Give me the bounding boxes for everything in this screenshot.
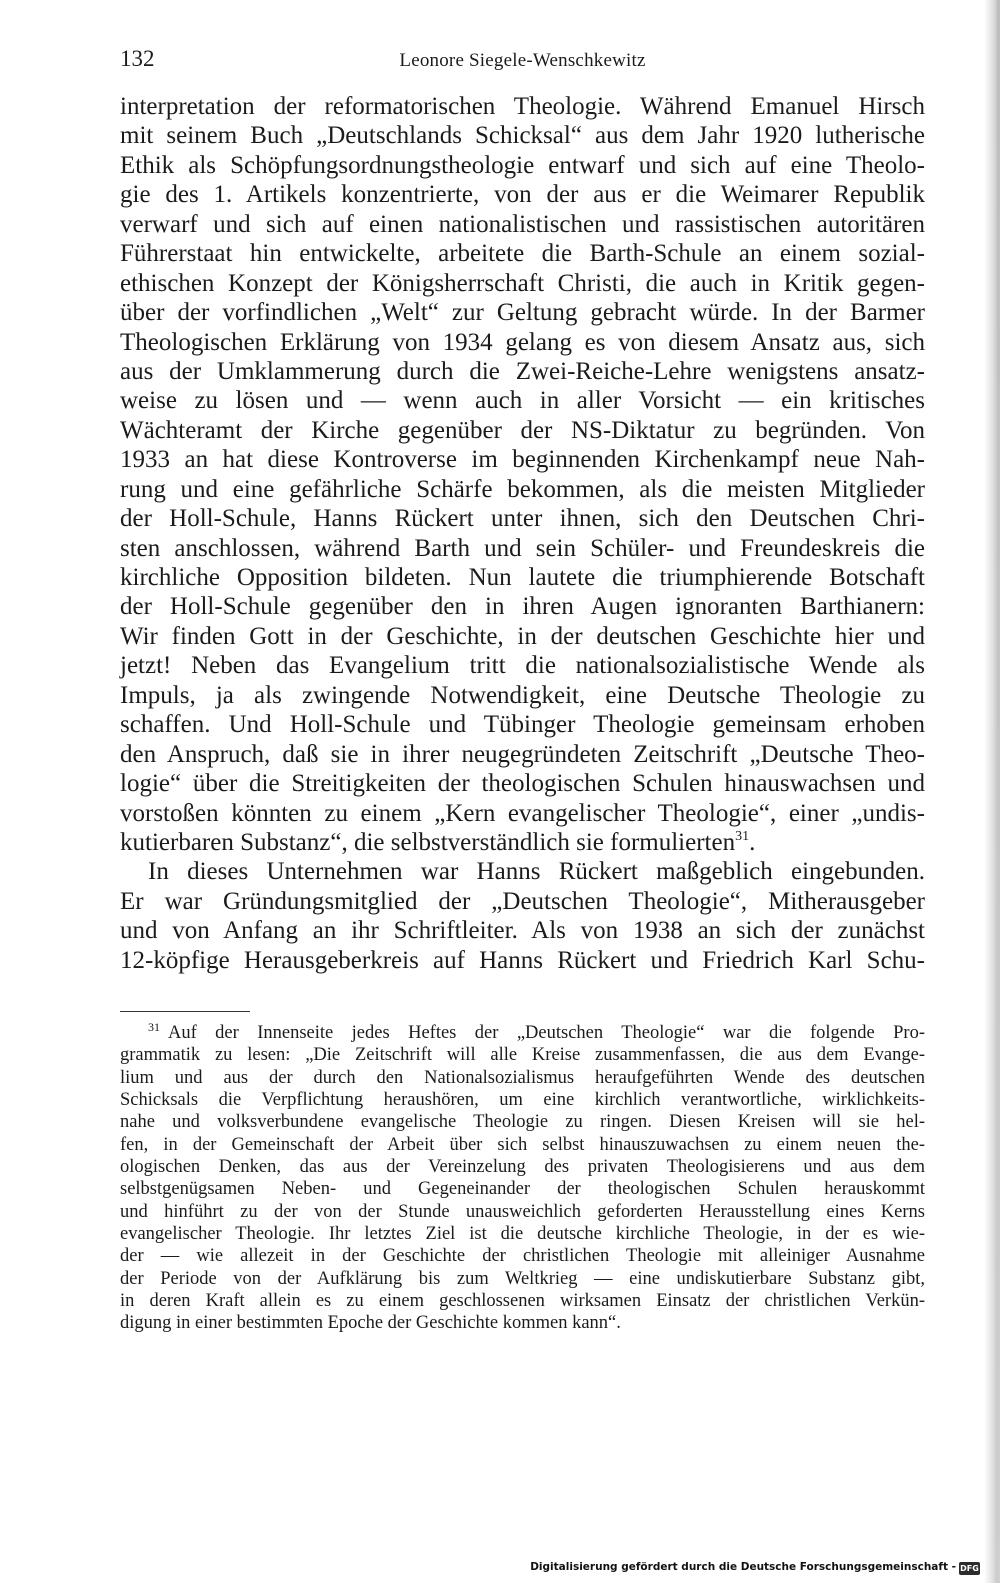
- digitization-credit: Digitalisierung gefördert durch die Deutsche Forschungsgemeinschaft -: [530, 1561, 956, 1573]
- footnote-line: in deren Kraft allein es zu einem geschlossenen wirksamen Einsatz der christlichen Verkün-: [120, 1291, 925, 1312]
- text-line: rung und eine gefährliche Schärfe bekommen, als die meisten Mitglieder: [120, 475, 925, 503]
- footnote-line: digung in einer bestimmten Epoche der Geschichte kommen kann“.: [120, 1313, 621, 1334]
- page-header: [120, 46, 925, 80]
- text-line: der Holl-Schule, Hanns Rückert unter ihnen, sich den Deutschen Chri-: [120, 505, 925, 533]
- text-line-content: kutierbaren Substanz“, die selbstverständlich sie formulierten: [120, 828, 736, 856]
- text-line: Er war Gründungsmitglied der „Deutschen Theologie“, Mitherausgeber: [120, 887, 925, 915]
- page-number: 132: [120, 46, 155, 71]
- main-text: [120, 92, 925, 975]
- footnote-line: der Periode von der Aufklärung bis zum Weltkrieg — eine undiskutierbare Substanz gibt,: [120, 1268, 925, 1289]
- sentence-period: .: [749, 828, 756, 856]
- running-head: Leonore Siegele-Wenschkewitz: [399, 50, 646, 71]
- text-line: In dieses Unternehmen war Hanns Rückert maßgeblich eingebunden.: [148, 858, 925, 886]
- footnote-text: Auf der Innenseite jedes Heftes der „Deutschen Theologie“ war die folgende Pro-: [168, 1023, 925, 1043]
- text-line: Impuls, ja als zwingende Notwendigkeit, eine Deutsche Theologie zu: [120, 681, 925, 709]
- text-line: Ethik als Schöpfungsordnungstheologie entwarf und sich auf eine Theolo-: [120, 151, 925, 179]
- text-line: und von Anfang an ihr Schriftleiter. Als von 1938 an sich der zunächst: [120, 917, 925, 945]
- text-line: Führerstaat hin entwickelte, arbeitete die Barth-Schule an einem sozial-: [120, 240, 925, 268]
- footnote-reference: 31: [735, 828, 750, 844]
- text-line: weise zu lösen und — wenn auch in aller Vorsicht — ein kritisches: [120, 387, 925, 415]
- text-line: den Anspruch, daß sie in ihrer neugegründeten Zeitschrift „Deutsche Theo-: [120, 740, 925, 768]
- text-line: verwarf und sich auf einen nationalistischen und rassistischen autoritären: [120, 210, 925, 238]
- footnote-separator: [120, 1011, 250, 1012]
- text-line: Wächteramt der Kirche gegenüber der NS-Diktatur zu begründen. Von: [120, 416, 925, 444]
- footnote-line: ologischen Denken, das aus der Vereinzelung des privaten Theologisierens und aus dem: [120, 1157, 925, 1178]
- footnote-line: nahe und volksverbundene evangelische Theologie zu ringen. Diesen Kreisen will sie hel-: [120, 1112, 925, 1133]
- text-line: schaffen. Und Holl-Schule und Tübinger Theologie gemeinsam erhoben: [120, 711, 925, 739]
- footnote-line: fen, in der Gemeinschaft der Arbeit über sich selbst hinauszuwachsen zu einem neuen the-: [120, 1134, 925, 1155]
- text-line: ethischen Konzept der Königsherrschaft Christi, die auch in Kritik gegen-: [120, 269, 925, 297]
- text-line-with-footnote-ref: [120, 828, 925, 857]
- text-line: sten anschlossen, während Barth und sein Schüler- und Freundeskreis die: [120, 534, 925, 562]
- text-line: jetzt! Neben das Evangelium tritt die nationalsozialistische Wende als: [120, 652, 925, 680]
- footnote-line: selbstgenügsamen Neben- und Gegeneinander der theologischen Schulen herauskommt: [120, 1179, 925, 1200]
- footnote-line: und hinführt zu der von der Stunde unausweichlich geforderten Herausstellung eines Kerns: [120, 1201, 925, 1222]
- text-line: über der vorfindlichen „Welt“ zur Geltung gebracht würde. In der Barmer: [120, 299, 925, 327]
- dfg-logo-icon: DFG: [960, 1564, 979, 1573]
- text-line: logie“ über die Streitigkeiten der theologischen Schulen hinauswachsen und: [120, 770, 925, 798]
- text-line: interpretation der reformatorischen Theologie. Während Emanuel Hirsch: [120, 93, 925, 120]
- text-line: der Holl-Schule gegenüber den in ihren Augen ignoranten Barthianern:: [120, 593, 925, 621]
- footnote-number: 31: [148, 1020, 160, 1034]
- text-line: Theologischen Erklärung von 1934 gelang es von diesem Ansatz aus, sich: [120, 328, 925, 356]
- footnote-line: grammatik zu lesen: „Die Zeitschrift will alle Kreise zusammenfassen, die aus dem Evange-: [120, 1045, 925, 1066]
- text-line: Wir finden Gott in der Geschichte, in der deutschen Geschichte hier und: [120, 622, 925, 650]
- text-line: kirchliche Opposition bildeten. Nun lautete die triumphierende Botschaft: [120, 564, 925, 591]
- footnote-line: lium und aus der durch den Nationalsozialismus heraufgeführten Wende des deutschen: [120, 1067, 925, 1088]
- footnote-section: [120, 1022, 925, 1335]
- footnote-line: evangelischer Theologie. Ihr letztes Ziel ist die deutsche kirchliche Theologie, in der es wie-: [120, 1224, 925, 1245]
- footnote-line: Schicksals die Verpflichtung heraushören, um eine kirchlich verantwortliche, wirklichkeits-: [120, 1090, 925, 1111]
- text-line: 1933 an hat diese Kontroverse im beginnenden Kirchenkampf neue Nah-: [120, 446, 925, 474]
- footnote-line: [120, 1022, 925, 1044]
- text-line: 12-köpfige Herausgeberkreis auf Hanns Rückert und Friedrich Karl Schu-: [120, 946, 925, 974]
- text-line: gie des 1. Artikels konzentrierte, von der aus er die Weimarer Republik: [120, 181, 925, 209]
- text-line: mit seinem Buch „Deutschlands Schicksal“ aus dem Jahr 1920 lutherische: [120, 122, 925, 150]
- text-line: aus der Umklammerung durch die Zwei-Reiche-Lehre wenigstens ansatz-: [120, 357, 925, 385]
- footnote-line: der — wie allezeit in der Geschichte der christlichen Theologie mit alleiniger Ausnahme: [120, 1246, 925, 1267]
- text-line: vorstoßen könnten zu einem „Kern evangelischer Theologie“, einer „undis-: [120, 799, 925, 827]
